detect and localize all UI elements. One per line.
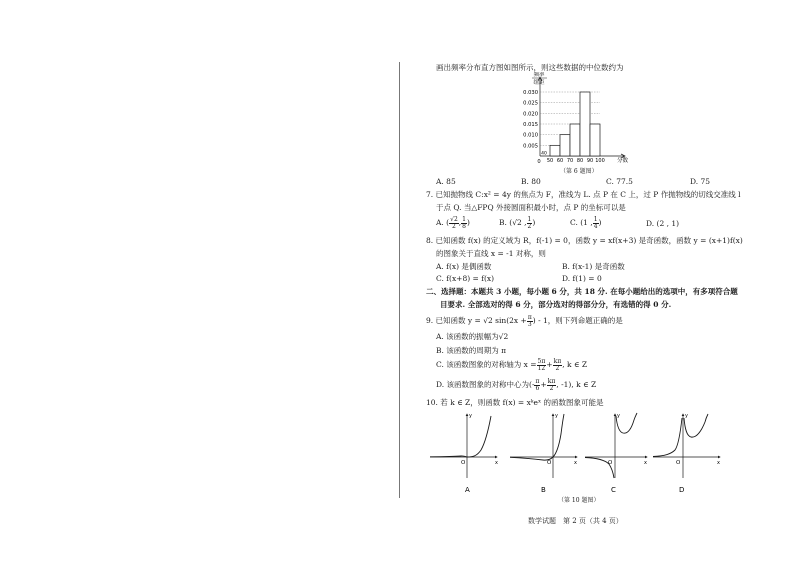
page-footer: 数学试题 第 2 页（共 4 页） <box>528 517 623 525</box>
hist-y-tick-label: 0.015 <box>523 122 538 128</box>
q10-stem: 10. 若 k ∈ Z，则函数 f(x) = xᵏeˣ 的函数图象可能是 <box>426 398 604 407</box>
graph-a <box>430 413 498 494</box>
graph-d-y-label: y <box>685 413 688 419</box>
hist-y-tick-label: 0.025 <box>523 100 538 107</box>
q8-line2: 的图象关于直线 x = -1 对称，则 <box>436 249 546 258</box>
graph-b-label: B <box>541 486 546 494</box>
q8-option-c: C. f(x+8) = f(x) <box>436 274 495 283</box>
q9-option-a: A. 该函数的振幅为√2 <box>436 332 509 341</box>
hist-x-tick-label: 90 <box>586 158 594 164</box>
hist-bar <box>580 92 590 156</box>
hist-x-axis-label: 分数 <box>617 158 629 164</box>
graph-d-origin: O <box>676 460 681 466</box>
q9-option-d: D. 该函数图象的对称中心为(- $\frac{\pi}{6}$ + $\frac{k\pi}{2}$ , -1), k ∈ Z <box>436 377 597 392</box>
graph-c <box>585 413 647 494</box>
q8-option-a: A. f(x) 是偶函数 <box>436 262 492 271</box>
hist-x-tick-label: 100 <box>595 158 605 164</box>
q8-option-d: D. f(1) = 0 <box>562 274 602 283</box>
binding-line <box>399 62 400 498</box>
hist-y-tick-label: 0.020 <box>523 111 538 118</box>
q9-option-c: C. 该函数图象的对称轴为 x = $\frac{5\pi}{12}$ + $\frac{k\pi}{2}$ , k ∈ Z <box>436 357 588 372</box>
q9-stem: 9. 已知函数 y = √2 sin(2x + $\frac{\pi}{3}$ ) - 1，则下列命题正确的是 <box>426 313 623 328</box>
hist-bar <box>570 124 580 156</box>
graph-b-origin: O <box>547 460 552 466</box>
graph-d-x-label: x <box>717 460 720 466</box>
hist-y-tick-label: 0.030 <box>523 90 538 96</box>
graph-b-y-label: y <box>555 413 558 419</box>
q8-line1: 8. 已知函数 f(x) 的定义域为 R，f(-1) = 0，函数 y = xf(x+3) 是奇函数，函数 y = (x+1)f(x) <box>426 236 743 245</box>
q10-caption: （第 10 题图） <box>558 497 600 504</box>
q6-option-c: C. 77.5 <box>606 177 633 186</box>
graph-c-y-label: y <box>617 413 620 419</box>
graph-d <box>653 413 720 494</box>
q7-line1: 7. 已知抛物线 C:x² = 4y 的焦点为 F，准线为 L. 点 P 在 C 上，过 P 作抛物线的切线交准线 l <box>426 190 741 199</box>
q7-option-c: C. (1 , $\frac{1}{4}$ ) <box>570 215 602 230</box>
graph-c-origin: O <box>608 460 613 466</box>
q6-stem: 画出频率分布直方图如图所示，则这些数据的中位数约为 <box>436 63 624 72</box>
hist-ylabel-bottom: 组距 <box>533 80 545 86</box>
graph-c-x-label: x <box>644 460 647 466</box>
graph-a-x-label: x <box>495 460 498 466</box>
hist-x-tick-label: 80 <box>576 158 584 164</box>
section2-line2: 目要求. 全部选对的得 6 分，部分选对的得部分分，有选错的得 0 分. <box>440 300 672 309</box>
q7-option-a: A. ( $\frac{√2}{2}$ , $\frac{1}{8}$ ) <box>436 215 470 230</box>
hist-x-tick-label: 70 <box>566 158 574 164</box>
q10-graphs <box>425 410 725 510</box>
q8-option-b: B. f(x-1) 是奇函数 <box>562 262 625 271</box>
q9-option-b: B. 该函数的周期为 π <box>436 346 507 355</box>
hist-bar <box>560 135 570 156</box>
q6-histogram <box>505 72 635 170</box>
q7-option-d: D. (2 , 1) <box>646 219 680 228</box>
graph-a-y-label: y <box>469 413 472 419</box>
q6-option-a: A. 85 <box>436 177 456 186</box>
graph-a-origin: O <box>461 460 466 466</box>
hist-x-tick-label: 50 <box>546 158 554 164</box>
q6-caption: （第 6 题图） <box>560 168 598 175</box>
graph-b-x-label: x <box>574 460 577 466</box>
hist-x-tick-label: 60 <box>556 158 564 164</box>
hist-origin-label: 0 <box>537 159 541 165</box>
q7-line2: 于点 Q. 当△FPQ 外接圆面积最小时，点 P 的坐标可以是 <box>436 203 626 212</box>
graph-c-label: C <box>611 486 616 494</box>
q6-option-d: D. 75 <box>690 177 711 186</box>
section2-line1: 二、选择题：本题共 3 小题，每小题 6 分，共 18 分. 在每小题给出的选项中，有多项符合题 <box>426 287 738 296</box>
hist-y-tick-label: 0.010 <box>523 132 538 139</box>
graph-d-label: D <box>679 486 685 494</box>
graph-a-label: A <box>465 486 470 494</box>
graph-b <box>510 413 577 494</box>
hist-bar <box>550 145 560 156</box>
q7-option-b: B. (√2 , $\frac{1}{2}$ ) <box>499 215 536 230</box>
hist-y-tick-label: 0.005 <box>523 143 538 150</box>
hist-bar <box>590 124 600 156</box>
hist-x-tick-label: 40 <box>541 151 547 157</box>
q6-option-b: B. 80 <box>521 177 541 186</box>
hist-ylabel-top: 频率 <box>533 72 545 78</box>
